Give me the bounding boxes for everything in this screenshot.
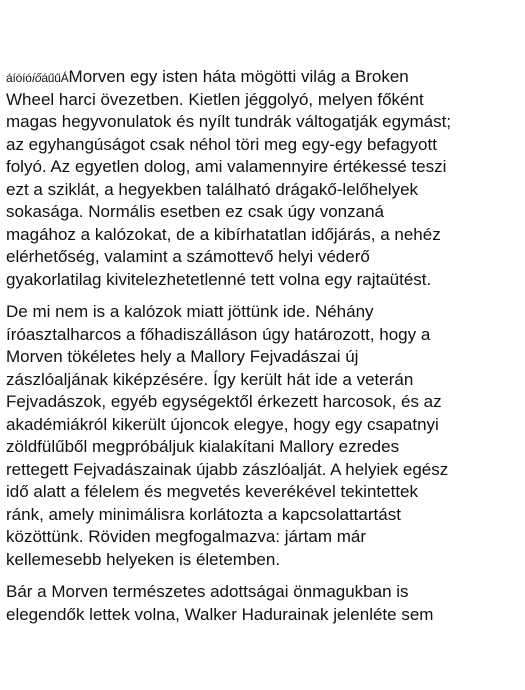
text-line: gyakorlatilag kivitelezhetetlenné tett volna egy rajtaütést. (6, 269, 432, 289)
paragraph-2 (6, 301, 525, 571)
text-line: ránk, amely minimálisra korlátozta a kapcsolattartást (6, 504, 401, 524)
text-line: sokasága. Normális esetben ez csak úgy vonzaná (6, 202, 384, 221)
text-line: Wheel harci övezetben. Kietlen jéggolyó, melyen főként (6, 89, 424, 109)
text-line: Bár a Morven természetes adottságai önmagukban is (6, 582, 409, 601)
prefix-italic: íő (31, 71, 42, 85)
text-line: zöldfülűből megpróbáljuk kialakítani Mallory ezredes (6, 437, 400, 456)
text-line: Morven tökéletes hely a Mallory Fejvadászai új (6, 347, 359, 366)
text-line: De mi nem is a kalózok miatt jöttünk ide. Néhány (6, 302, 374, 321)
text-line: az egyhangúságot csak néhol töri meg egy-egy befagyott (6, 134, 437, 154)
text-line: elegendők lettek volna, Walker Hadurainak jelenléte sem (6, 604, 434, 624)
text-line: akadémiákról kikerült újoncok elegye, hogy egy csapatnyi (6, 414, 439, 434)
text-line: közöttünk. Röviden megfogalmazva: jártam már (6, 527, 366, 546)
garbled-prefix (6, 71, 69, 85)
document-body (6, 66, 525, 636)
text-line: Fejvadászok, egyéb egységektől érkezett harcosok, és az (6, 392, 442, 411)
paragraph-1 (6, 66, 525, 291)
text-line: idő alatt a félelem és megvetés keverékével tekintettek (6, 482, 418, 501)
text-line: rettegett Fejvadászainak újabb zászlóalját. A helyiek egész (6, 459, 449, 479)
prefix-rest: áűűÁ (41, 71, 69, 85)
paragraph-3 (6, 581, 525, 626)
text-line (6, 66, 525, 89)
text-line: ezt a sziklát, a hegyekben található drágakő-lelőhelyek (6, 179, 419, 199)
text-line: elérhetőség, valamint a számottevő helyi véderő (6, 247, 370, 266)
text-line: folyó. Az egyetlen dolog, ami valamennyire értékessé teszi (6, 157, 447, 176)
text-line-content: Morven egy isten háta mögötti világ a Broken (68, 67, 409, 86)
text-line: kellemesebb helyeken is életemben. (6, 549, 281, 569)
text-line: íróasztalharcos a főhadiszálláson úgy határozott, hogy a (6, 324, 431, 344)
prefix-upright: áíóíó (6, 71, 32, 85)
text-line: magához a kalózokat, de a kibírhatatlan időjárás, a nehéz (6, 224, 441, 244)
text-line: zászlóaljának kiképzésére. Így került hát ide a veterán (6, 369, 414, 389)
text-line: magas hegyvonulatok és nyílt tundrák váltogatják egymást; (6, 112, 452, 131)
